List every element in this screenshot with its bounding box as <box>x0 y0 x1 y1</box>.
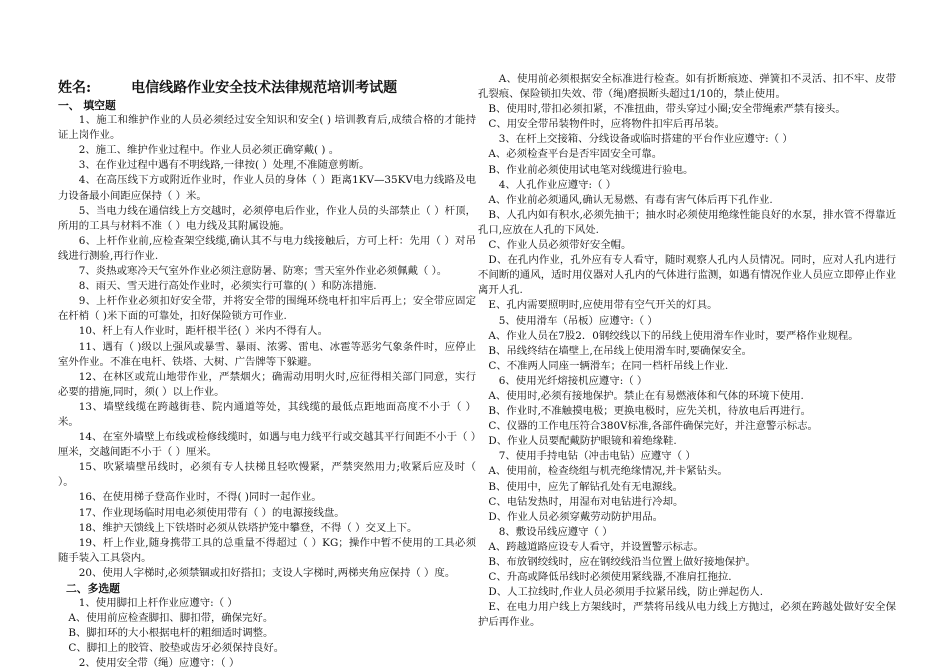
question-item: 13、墙壁线缆在跨越街巷、院内通道等处，其线缆的最低点距地面高度不小于（ ）米。 <box>58 400 476 428</box>
page-title: 电信线路作业安全技术法律规范培训考试题 <box>131 80 398 96</box>
section-heading-fill-blank: 一、 填空题 <box>58 99 116 112</box>
question-item: 3、在作业过程中遇有不明线路,一律按( ）处理,不准随意剪断。 <box>78 159 370 172</box>
question-item: 3、在杆上交接箱、分线设备或临时搭建的平台作业应遵守:（ ） <box>498 133 793 146</box>
question-item: 6、使用光纤熔接机应遵守:（ ） <box>498 374 648 387</box>
question-item: 5、当电力线在通信线上方交越时，必须停电后作业，作业人员的头部禁止（ ）杆顶，所用的工具与材料不准（ ）电力线及其附属设施。 <box>58 204 476 232</box>
option-item: B、布放钢绞线时，应在钢绞线沿当位置上做好接地保护。 <box>488 556 756 568</box>
question-item: 20、使用人字梯时,必须禁锢或扣好搭扣；支设人字梯时,两梯夹角应保持（ ）度。 <box>78 566 456 579</box>
question-item: 2、施工、维护作业过程中。作业人员必须正确穿戴( ) 。 <box>78 144 340 157</box>
option-item: C、用安全带吊装物件时，应将物件扣牢后再吊装。 <box>488 118 725 131</box>
question-item: 8、雨天、雪天进行高处作业时，必须实行可靠的( ）和防冻措施. <box>78 280 377 293</box>
option-item: C、脚扣上的胶管、胶垫或齿牙必须保持良好。 <box>68 642 285 655</box>
question-item: 12、在林区或荒山地带作业，严禁烟火；确需动用明火时,应征得相关部门同意，实行必要的措施,同时，须( ）以上作业。 <box>58 370 476 398</box>
right-column <box>478 72 896 630</box>
question-item: 16、在使用梯子登高作业时，不得( )同时一起作业。 <box>78 491 322 504</box>
option-item: A、必须检查平台是否牢固安全可靠。 <box>488 148 663 161</box>
question-item: 18、维护天馈线上下铁塔时必须从铁塔护笼中攀登，不得（ ）交叉上下。 <box>78 521 418 534</box>
option-item: A、跨越道路应设专人看守，并设置警示标志。 <box>488 540 704 553</box>
option-item: B、作业时,不准触摸电极；更换电极时，应先关机，待放电后再进行。 <box>488 405 812 418</box>
question-item: 14、在室外墙壁上布线或检修线缆时，如遇与电力线平行或交越其平行间距不小于（ ）厘米，交越间距不小于（ ）厘米。 <box>58 431 476 459</box>
question-item: 10、杆上有人作业时，距杆根半径( ）米内不得有人。 <box>78 325 328 338</box>
option-item: D、在孔内作业，孔外应有专人看守，随时观察人孔内人员情况。同时，应对人孔内进行不间断的通风，适时用仪器对人孔内的气体进行监测，如遇有情况作业人员应立即停止作业离开人孔. <box>478 254 896 297</box>
option-item: D、作业人员必须穿戴劳动防护用品。 <box>488 510 663 523</box>
option-item: C、电钻发热时，用湿布对电钻进行冷却。 <box>488 495 684 508</box>
option-item: A、作业前必须通风,确认无易燃、有毒有害气体后再下孔作业. <box>488 193 773 206</box>
question-item: 2、使用安全带（绳）应遵守：（ ） <box>78 657 240 670</box>
option-item: E、孔内需要照明时,应使用带有空气开关的灯具。 <box>488 299 718 312</box>
option-item: D、人工拉线时,作业人员必须用手拉紧吊线，防止弹起伤人. <box>488 586 764 599</box>
fill-blank-list <box>58 113 476 581</box>
question-item: 19、杆上作业,随身携带工具的总重量不得超过（ ）KG；操作中暂不使用的工具必须随手装入工具袋内。 <box>58 536 476 564</box>
question-item: 7、使用手持电钻（冲击电钻）应遵守（ ） <box>498 450 696 463</box>
name-label: 姓名: <box>58 80 92 96</box>
question-item: 4、在高压线下方或附近作业时，作业人员的身体（ ）距离1KV—35KV电力线路及电力设备最小间距应保持（ ）米。 <box>58 174 476 202</box>
question-item: 7、炎热或寒冷天气室外作业必须注意防暑、防寒；雪天室外作业必须佩戴（ ）。 <box>78 265 448 278</box>
question-item: 15、吹紧墙壁吊线时，必须有专人扶梯且轻吹慢紧，严禁突然用力;收紧后应及时（ ）。 <box>58 461 476 489</box>
question-item: 17、作业现场临时用电必须使用带有（ ）的电源接线盘。 <box>78 506 345 519</box>
exam-header <box>58 77 397 97</box>
option-item: B、脚扣环的大小根据电杆的粗细适时调整。 <box>68 627 274 640</box>
option-item: B、人孔内如有积水,必须先抽干；抽水时必须使用绝缘性能良好的水泵，排水管不得靠近孔口,应放在人孔的下风处. <box>478 208 896 236</box>
option-item: A、作业人员在7股2．0钢绞线以下的吊线上使用滑车作业时，要严格作业规程。 <box>488 329 859 342</box>
question-item: 8、敷设吊线应遵守（ ） <box>498 525 613 538</box>
question-item: 6、上杆作业前,应检查架空线缆,确认其不与电力线接触后，方可上杆：先用（ ）对吊线进行测验,再行作业. <box>58 234 476 262</box>
option-item: C、不准两人同座一辆滑车；在同一档杆吊线上作业. <box>488 359 729 372</box>
option-item: B、使用时,带扣必须扣紧，不准扭曲，带头穿过小圈;安全带绳索严禁有接头。 <box>488 103 846 116</box>
question-item: 11、遇有（ )级以上强风或暴雪、暴雨、浓雾、雷电、冰雹等恶劣气象条件时，应停止室外作业。不准在电杆、铁塔、大树、广告牌等下躲避。 <box>58 340 476 368</box>
option-item: A、使用前，检查绕组与机壳绝缘情况,并卡紧钻头。 <box>488 465 728 478</box>
option-item: A、使用前应检查脚扣、脚扣带，确保完好。 <box>68 612 274 625</box>
question-item: 5、使用滑车（吊板）应遵守:（ ） <box>498 314 658 327</box>
question-item: 1、使用脚扣上杆作业应遵守:（ ） <box>78 597 238 610</box>
question-item: 4、人孔作业应遵守:（ ） <box>498 178 617 191</box>
option-item: A、使用前必须根据安全标准进行检查。如有折断痕迹、弹簧扣不灵活、扣不牢、皮带孔裂痕、保险锁扣失效、带（绳)磨损断头超过1/10的，禁止使用。 <box>478 73 896 101</box>
question-item: 1、施工和维护作业的人员必须经过安全知识和安全( ) 培训教育后,成绩合格的才能持证上岗作业。 <box>58 114 476 142</box>
option-item: D、作业人员要配戴防护眼镜和着绝缘鞋. <box>488 435 677 448</box>
option-item: C、升高或降低吊线时必须使用紧线器,不准肩扛拖拉. <box>488 571 732 584</box>
option-item: E、在电力用户线上方架线时，严禁将吊线从电力线上方抛过，必须在跨越处做好安全保护后再作业。 <box>478 601 896 629</box>
option-item: C、作业人员必须带好安全帽。 <box>488 239 632 252</box>
multiple-choice-list <box>58 596 476 671</box>
option-item: B、使用中，应先了解钻孔处有无电源线。 <box>488 480 684 493</box>
option-item: B、作业前必须使用试电笔对线缆进行验电。 <box>488 163 694 176</box>
question-item: 9、上杆作业必须扣好安全带，并将安全带的围绳环绕电杆扣牢后再上；安全带应固定在杆梢（ )米下面的可靠处，扣好保险锁方可作业. <box>58 295 476 323</box>
option-item: C、仪器的工作电压符合380V标准,各部件确保完好，并注意警示标志。 <box>488 420 818 433</box>
section-heading-multiple-choice: 二、多选题 <box>66 582 120 595</box>
option-item: B、吊线终结在墙壁上,在吊线上使用滑车时,要确保安全。 <box>488 344 753 357</box>
left-column <box>58 98 476 672</box>
option-item: A、使用时,必须有接地保护。禁止在有易燃液体和气体的环境下使用. <box>488 389 804 402</box>
